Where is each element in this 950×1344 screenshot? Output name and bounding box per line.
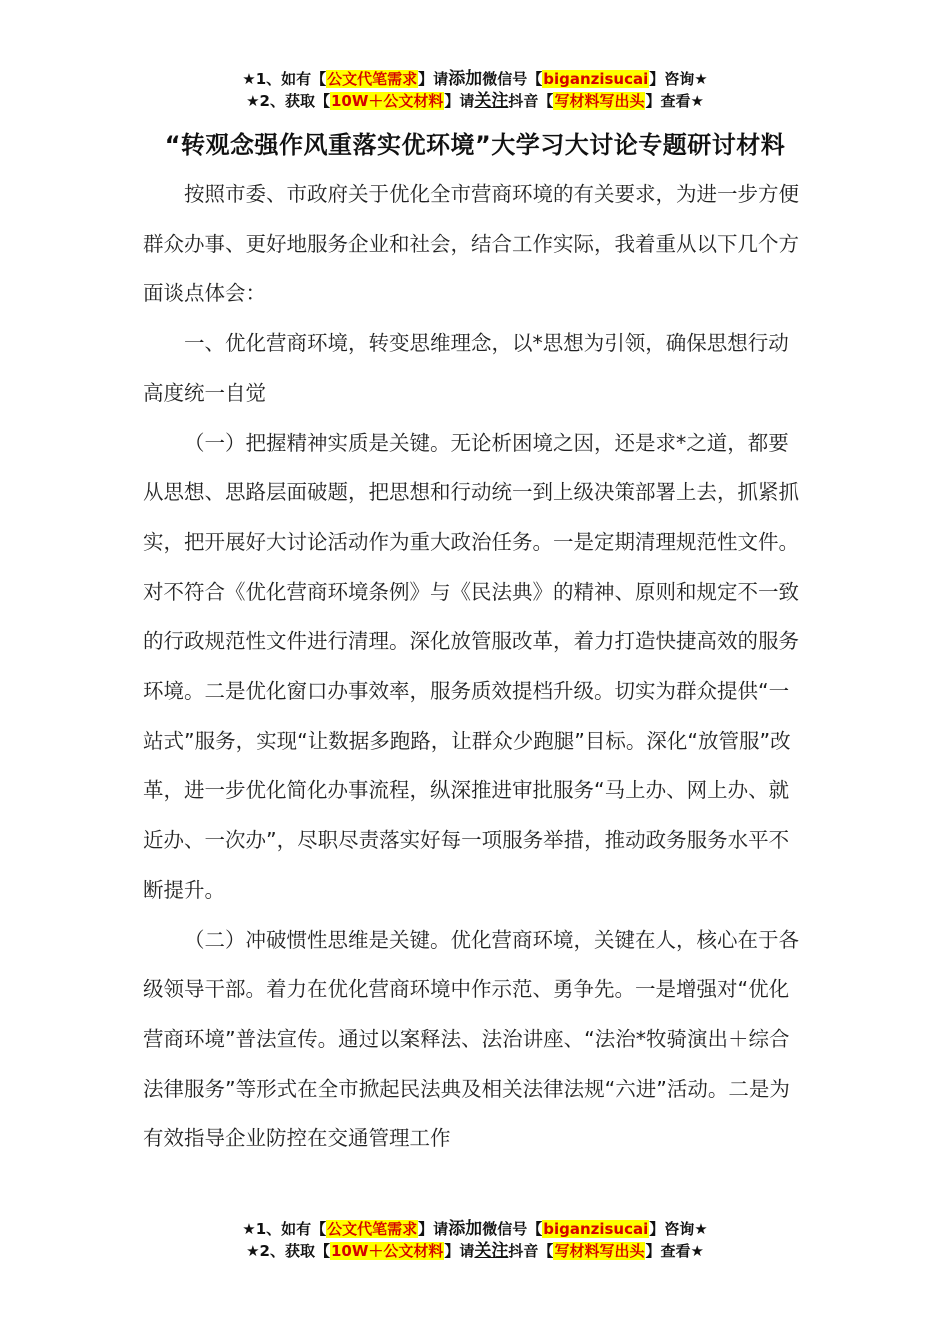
promo-text: 微信号【: [482, 70, 543, 88]
promo-text: 】请: [418, 1220, 449, 1238]
promo-highlight: 10W＋公文材料: [330, 1242, 444, 1260]
promo-wechat-id: biganzisucai: [543, 70, 649, 88]
promo-text: ★1、如有【: [242, 70, 327, 88]
promo-emphasis: 关注: [474, 1241, 509, 1261]
promo-text: 】请: [444, 1242, 475, 1260]
paragraph: 按照市委、市政府关于优化全市营商环境的有关要求，为进一步方便群众办事、更好地服务企业和社会，结合工作实际，我着重从以下几个方面谈点体会：: [143, 182, 799, 306]
promo-text: 微信号【: [482, 1220, 543, 1238]
promo-text: 】查看★: [645, 1242, 704, 1260]
promo-highlight: 10W＋公文材料: [330, 92, 444, 110]
promo-text: 抖音【: [508, 1242, 554, 1260]
document-title: “转观念强作风重落实优环境”大学习大讨论专题研讨材料: [164, 131, 786, 159]
promo-douyin-id: 写材料写出头: [554, 1242, 645, 1260]
promo-line-2: [0, 1240, 950, 1262]
promo-line-1: [0, 68, 950, 90]
paragraph: （一）把握精神实质是关键。无论析困境之因，还是求*之道，都要从思想、思路层面破题，把思想和行动统一到上级决策部署上去，抓紧抓实，把开展好大讨论活动作为重大政治任务。一是定期清理规范性文件。对不符合《优化营商环境条例》与《民法典》的精神、原则和规定不一致的行政规范性文件进行清理。深化放管服改革，着力打造快捷高效的服务环境。二是优化窗口办事效率，服务质效提档升级。切实为群众提供“一站式”服务，实现“让数据多跑路，让群众少跑腿”目标。深化“放管服”改革，进一步优化简化办事流程，纵深推进审批服务“马上办、网上办、就近办、一次办”，尽职尽责落实好每一项服务举措，推动政务服务水平不断提升。: [143, 430, 799, 902]
promo-text: 】查看★: [645, 92, 704, 110]
footer-promo: [0, 1218, 950, 1262]
promo-text: 】请: [418, 70, 449, 88]
promo-highlight: 公文代笔需求: [327, 1220, 418, 1238]
promo-text: 抖音【: [508, 92, 554, 110]
promo-text: 】请: [444, 92, 475, 110]
section-heading: 一、优化营商环境，转变思维理念，以*思想为引领，确保思想行动高度统一自觉: [143, 331, 789, 405]
promo-emphasis: 添加: [448, 69, 483, 89]
promo-emphasis: 添加: [448, 1219, 483, 1239]
header-promo: [0, 68, 950, 112]
document-body: [143, 170, 803, 1164]
promo-wechat-id: biganzisucai: [543, 1220, 649, 1238]
promo-text: 】咨询★: [649, 1220, 708, 1238]
promo-text: ★1、如有【: [242, 1220, 327, 1238]
promo-douyin-id: 写材料写出头: [554, 92, 645, 110]
promo-line-2: [0, 90, 950, 112]
paragraph: （二）冲破惯性思维是关键。优化营商环境，关键在人，核心在于各级领导干部。着力在优化营商环境中作示范、勇争先。一是增强对“优化营商环境”普法宣传。通过以案释法、法治讲座、“法治*牧骑演出＋综合法律服务”等形式在全市掀起民法典及相关法律法规“六进”活动。二是为有效指导企业防控在交通管理工作: [143, 927, 799, 1151]
promo-text: 】咨询★: [649, 70, 708, 88]
promo-text: ★2、获取【: [246, 92, 330, 110]
promo-emphasis: 关注: [474, 91, 509, 111]
promo-text: ★2、获取【: [246, 1242, 330, 1260]
promo-line-1: [0, 1218, 950, 1240]
promo-highlight: 公文代笔需求: [327, 70, 418, 88]
